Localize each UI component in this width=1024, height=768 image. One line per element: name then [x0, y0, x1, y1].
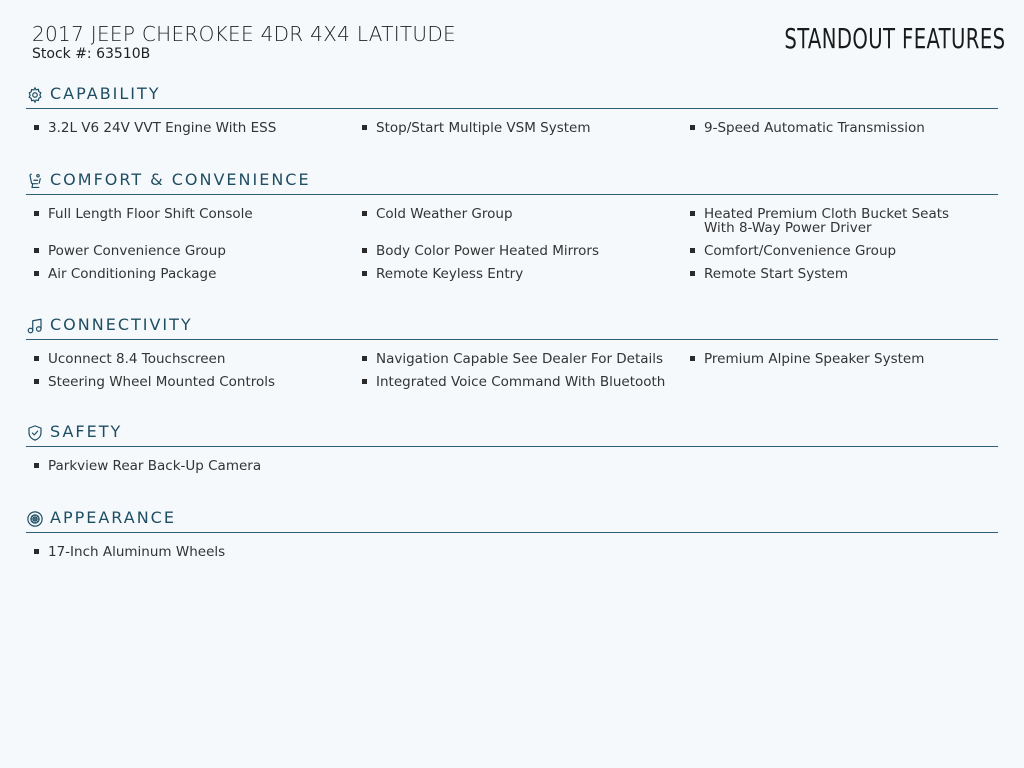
bullet-icon: [362, 379, 367, 384]
section-title: CONNECTIVITY: [50, 315, 193, 334]
feature-label: Navigation Capable See Dealer For Details: [376, 351, 664, 367]
feature-label: Integrated Voice Command With Bluetooth: [376, 374, 666, 390]
stock-label: Stock #:: [32, 46, 92, 62]
section-connectivity: [26, 315, 998, 389]
bullet-icon: [690, 211, 695, 216]
feature-list: [26, 121, 998, 135]
feature-label: Body Color Power Heated Mirrors: [376, 243, 600, 259]
vehicle-title: 2017 JEEP CHEROKEE 4DR 4X4 LATITUDE: [32, 22, 456, 46]
feature-list: [26, 459, 998, 473]
shield-check-icon: [26, 424, 44, 442]
feature-item: [682, 267, 982, 281]
feature-item: [682, 207, 982, 235]
bullet-icon: [34, 549, 39, 554]
feature-item: [354, 121, 682, 135]
feature-label: Air Conditioning Package: [48, 266, 217, 282]
section-header: [26, 422, 998, 447]
feature-label: Remote Start System: [704, 266, 848, 282]
section-title: CAPABILITY: [50, 84, 161, 103]
stock-number: 63510B: [96, 46, 151, 62]
feature-item: [26, 207, 354, 235]
section-safety: [26, 422, 998, 473]
section-title: COMFORT & CONVENIENCE: [50, 170, 311, 189]
feature-item: [26, 545, 354, 559]
section-appearance: [26, 508, 998, 559]
feature-item: [26, 121, 354, 135]
bullet-icon: [690, 125, 695, 130]
bullet-icon: [34, 356, 39, 361]
feature-label: Heated Premium Cloth Bucket Seats With 8-Way Power Driver: [704, 206, 950, 236]
feature-item: [354, 267, 682, 281]
section-title: SAFETY: [50, 422, 123, 441]
section-title: APPEARANCE: [50, 508, 176, 527]
feature-label: Uconnect 8.4 Touchscreen: [48, 351, 226, 367]
feature-list: [26, 352, 998, 389]
section-comfort-convenience: [26, 170, 998, 281]
feature-label: Full Length Floor Shift Console: [48, 206, 253, 222]
bullet-icon: [34, 125, 39, 130]
feature-label: Remote Keyless Entry: [376, 266, 524, 282]
feature-item: [26, 267, 354, 281]
bullet-icon: [362, 356, 367, 361]
page-header: [32, 22, 1006, 72]
feature-label: Cold Weather Group: [376, 206, 513, 222]
feature-item: [354, 352, 682, 366]
bullet-icon: [362, 211, 367, 216]
feature-item: [26, 375, 354, 389]
bullet-icon: [690, 356, 695, 361]
feature-item: [682, 244, 982, 258]
section-header: [26, 508, 998, 533]
bullet-icon: [34, 379, 39, 384]
bullet-icon: [690, 271, 695, 276]
section-capability: [26, 84, 998, 135]
feature-item: [682, 352, 982, 366]
bullet-icon: [362, 125, 367, 130]
feature-label: Steering Wheel Mounted Controls: [48, 374, 276, 390]
feature-label: Comfort/Convenience Group: [704, 243, 897, 259]
bullet-icon: [34, 211, 39, 216]
feature-item: [354, 375, 682, 389]
feature-item: [26, 459, 354, 473]
bullet-icon: [690, 248, 695, 253]
bullet-icon: [362, 248, 367, 253]
standout-features-heading: STANDOUT FEATURES: [784, 22, 1006, 55]
music-note-icon: [26, 317, 44, 335]
feature-label: Premium Alpine Speaker System: [704, 351, 925, 367]
feature-label: Power Convenience Group: [48, 243, 226, 259]
feature-label: 17-Inch Aluminum Wheels: [48, 544, 226, 560]
feature-label: Parkview Rear Back-Up Camera: [48, 458, 262, 474]
feature-item: [682, 121, 982, 135]
feature-item: [26, 352, 354, 366]
bullet-icon: [34, 271, 39, 276]
feature-list: [26, 545, 998, 559]
bullet-icon: [34, 463, 39, 468]
feature-item: [354, 244, 682, 258]
bullet-icon: [34, 248, 39, 253]
feature-label: 3.2L V6 24V VVT Engine With ESS: [48, 120, 277, 136]
feature-item: [26, 244, 354, 258]
feature-list: [26, 207, 998, 281]
section-header: [26, 315, 998, 340]
car-seat-icon: [26, 172, 44, 190]
feature-item: [354, 207, 682, 235]
section-header: [26, 84, 998, 109]
wheel-icon: [26, 510, 44, 528]
bullet-icon: [362, 271, 367, 276]
stock-line: [32, 46, 150, 62]
section-header: [26, 170, 998, 195]
gear-icon: [26, 86, 44, 104]
feature-label: 9-Speed Automatic Transmission: [704, 120, 925, 136]
feature-label: Stop/Start Multiple VSM System: [376, 120, 591, 136]
